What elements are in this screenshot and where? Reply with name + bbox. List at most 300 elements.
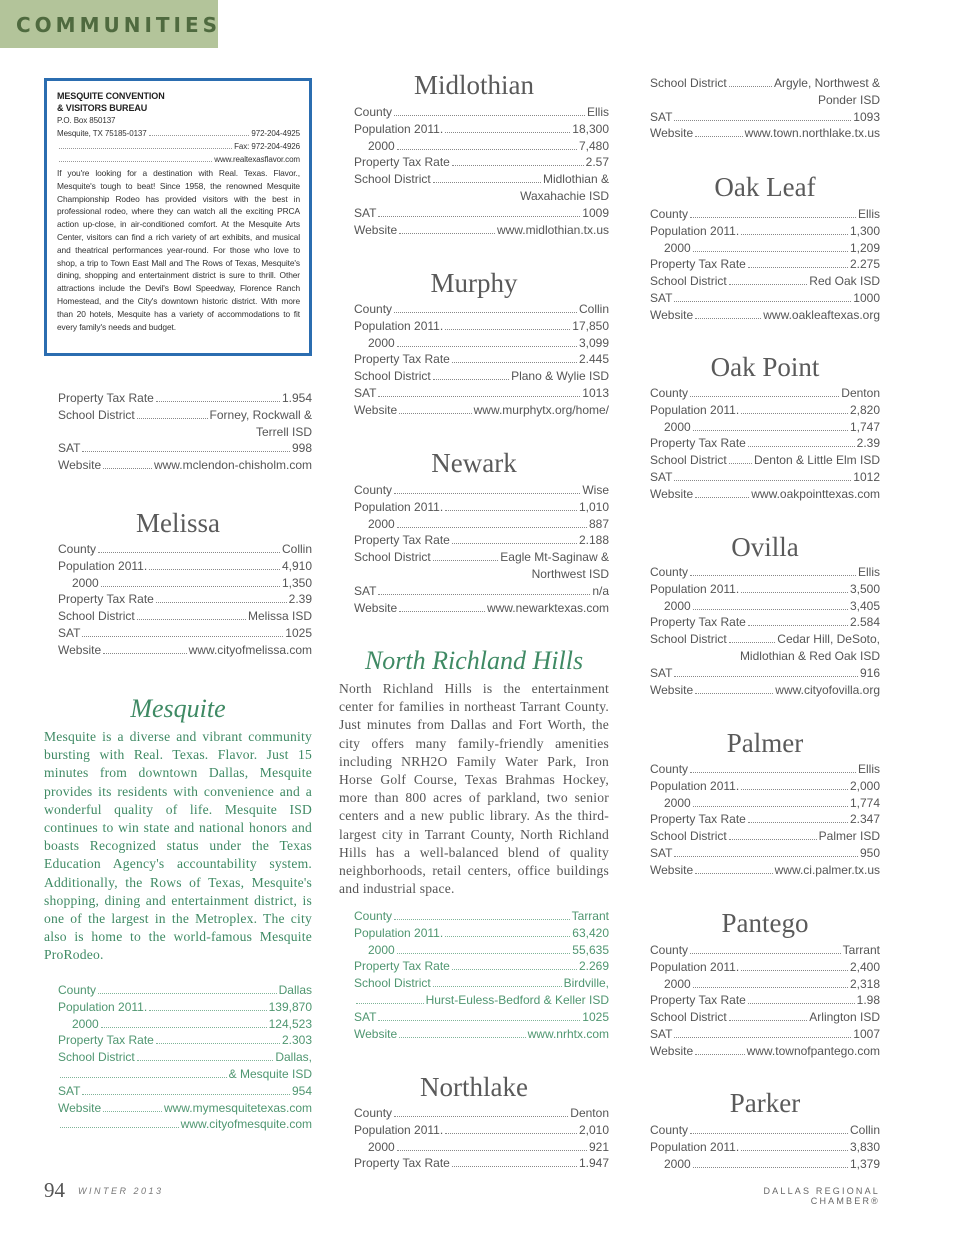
dot-leader [690, 575, 856, 576]
dot-leader [695, 873, 772, 874]
stat-value: 916 [859, 665, 880, 680]
stat-row [354, 1009, 609, 1026]
stat-value: Dallas [278, 983, 312, 997]
stat-row [58, 407, 312, 424]
stat-label: Population 2011. [354, 121, 444, 136]
stat-value: Tarrant [842, 943, 880, 957]
city-title-north-richland-hills: North Richland Hills [364, 646, 584, 675]
stat-label: Property Tax Rate [650, 993, 746, 1008]
stat-value: 2,820 [849, 402, 880, 417]
stat-value: www.oakleaftexas.org [763, 307, 880, 322]
section-tab: COMMUNITIES [0, 0, 218, 48]
dot-leader [378, 216, 580, 217]
dot-leader [60, 1127, 179, 1128]
stat-value: 2.347 [849, 812, 880, 827]
stat-label: SAT [650, 665, 673, 680]
dot-leader [695, 318, 761, 319]
bureau-fax: Fax: 972-204-4926 [234, 142, 300, 151]
stat-label: County [354, 302, 393, 316]
stat-row [354, 188, 609, 205]
dot-leader [729, 839, 817, 840]
mesquite-website-1[interactable]: www.mymesquitetexas.com [163, 1100, 312, 1115]
stat-row [650, 206, 880, 223]
dot-leader [394, 493, 580, 494]
stat-row [650, 648, 880, 665]
stat-value: 3,099 [578, 335, 609, 350]
stat-value: 2.584 [849, 615, 880, 630]
stat-value: Birdville, [563, 976, 609, 991]
dot-leader [741, 413, 848, 414]
dot-leader [674, 856, 858, 857]
stat-value: 1,747 [849, 419, 880, 434]
stat-row [354, 318, 609, 335]
stat-value: 1.947 [578, 1156, 609, 1171]
mesquite-stats [58, 982, 312, 1133]
stat-value: Arlington ISD [809, 1010, 880, 1025]
stat-value: 4,910 [281, 558, 312, 573]
dot-leader [59, 140, 232, 149]
bureau-web-line [57, 153, 300, 166]
stat-label: 2000 [72, 1016, 99, 1031]
stat-label: 2000 [664, 598, 691, 613]
stat-label: Population 2011. [650, 402, 740, 417]
stat-label: SAT [650, 290, 673, 305]
stat-row [354, 154, 609, 171]
stat-label: Property Tax Rate [650, 812, 746, 827]
murphy-stats [354, 301, 609, 419]
stat-label: Population 2011. [650, 581, 740, 596]
stat-row [354, 402, 609, 419]
stat-row [58, 457, 312, 474]
stat-row [354, 1139, 609, 1156]
stat-value: 2.275 [849, 257, 880, 272]
dot-leader [741, 970, 848, 971]
dot-leader [137, 1060, 274, 1061]
stat-value: 950 [859, 845, 880, 860]
stat-row [354, 566, 609, 583]
dot-leader [397, 346, 577, 347]
bureau-text [115, 114, 300, 127]
stat-label: 2000 [664, 240, 691, 255]
stat-label: Property Tax Rate [354, 155, 450, 170]
stat-row [58, 1049, 312, 1066]
bureau-text: P.O. Box 850137 [57, 116, 116, 125]
stat-value: 2.39 [856, 436, 880, 451]
bureau-phone: 972-204-4925 [251, 129, 300, 138]
dot-leader [445, 1133, 577, 1134]
stat-row [354, 1155, 609, 1172]
dot-leader [156, 1043, 280, 1044]
stat-label: County [354, 483, 393, 497]
visitor-bureau-box [44, 78, 312, 356]
stat-label: SAT [58, 1083, 81, 1098]
stat-label: SAT [354, 385, 377, 400]
dot-leader [695, 136, 742, 137]
dot-leader [729, 642, 776, 643]
stat-label: SAT [650, 469, 673, 484]
stat-value: Ellis [857, 565, 880, 579]
stat-value: Argyle, Northwest & [773, 76, 880, 90]
city-title-northlake: Northlake [420, 1072, 528, 1102]
stat-value: 1,379 [849, 1156, 880, 1171]
stat-row [58, 541, 312, 558]
city-title-mesquite: Mesquite [130, 694, 226, 723]
stat-label: Website [354, 222, 398, 237]
stat-value: 1025 [285, 625, 312, 640]
stat-label: 2000 [368, 138, 395, 153]
stat-row [354, 549, 609, 566]
stat-label: Website [354, 1026, 398, 1041]
stat-row [58, 642, 312, 659]
stat-value: Midlothian & [542, 172, 609, 187]
stat-value: Terrell ISD [255, 424, 312, 439]
stat-label: Population 2011. [58, 999, 148, 1014]
stat-row [354, 925, 609, 942]
stat-row [58, 424, 312, 441]
stat-label: County [650, 762, 689, 776]
dot-leader [399, 233, 495, 234]
dot-leader [394, 312, 577, 313]
stat-value: n/a [592, 583, 609, 598]
stat-value: Ellis [857, 762, 880, 776]
stat-row [650, 1139, 880, 1156]
dot-leader [394, 1116, 568, 1117]
city-title-newark: Newark [431, 448, 517, 478]
stat-row [354, 532, 609, 549]
stat-label: Population 2011. [650, 959, 740, 974]
bureau-description: If you're looking for a destination with Real. Texas. Flavor., Mesquite's tough to beat! Since 1958, the renowned Mesquite Championship Rodeo has provided visitors with the best in professional rodeo, where they can watch all the exciting PRCA action up-close, in air-conditioned comfort. At the Mesquite Arts Center, visitors can find a rich variety of art exhibits, and musical and theatrical performances year-round. For those who love to shop, a trip to Town East Mall and The Rows of Texas, Mesquite's dining, shopping and entertainment district is sure to thrill. Other attractions include the Devil's Bowl Speedway, Florence Ranch Homestead, and the City's downtown historic district. With more than 20 hotels, Mesquite has a variety of accommodations to fit every family's needs and budget. [57, 168, 300, 332]
dot-leader [674, 676, 858, 677]
dot-leader [101, 586, 280, 587]
stat-row [354, 992, 609, 1009]
midlothian-stats [354, 104, 609, 238]
stat-row [354, 583, 609, 600]
stat-row [58, 1016, 312, 1033]
stat-value: 2.39 [288, 592, 312, 607]
stat-row [354, 600, 609, 617]
bureau-name-line1: MESQUITE CONVENTION [57, 91, 165, 101]
stat-label: SAT [354, 205, 377, 220]
stat-row [354, 351, 609, 368]
stat-row [650, 256, 880, 273]
dot-leader [137, 418, 208, 419]
dot-leader [741, 789, 848, 790]
stat-row [650, 1156, 880, 1173]
stat-value: 1013 [582, 385, 609, 400]
dot-leader [693, 251, 848, 252]
city-title-parker: Parker [729, 1088, 801, 1118]
stat-label: Property Tax Rate [58, 1033, 154, 1048]
stat-label: Website [354, 402, 398, 417]
stat-label: Website [58, 642, 102, 657]
dot-leader [82, 1094, 290, 1095]
mesquite-website-2[interactable]: www.cityofmesquite.com [180, 1117, 312, 1132]
stat-row [354, 1122, 609, 1139]
stat-row [650, 811, 880, 828]
stat-label: 2000 [368, 1139, 395, 1154]
stat-row [650, 598, 880, 615]
stat-value: Cedar Hill, DeSoto, [777, 632, 880, 647]
dot-leader [103, 1111, 162, 1112]
dot-leader [693, 987, 848, 988]
stat-row [650, 959, 880, 976]
stat-label: 2000 [664, 1156, 691, 1171]
dot-leader [82, 451, 290, 452]
stat-row [58, 1083, 312, 1100]
dot-leader [445, 510, 577, 511]
stat-value: Forney, Rockwall & [209, 407, 312, 422]
dot-leader [149, 569, 280, 570]
dot-leader [741, 234, 848, 235]
stat-value: 1000 [853, 290, 880, 305]
dot-leader [399, 413, 471, 414]
stat-value: Hurst-Euless-Bedford & Keller ISD [425, 992, 609, 1007]
stat-label: SAT [58, 625, 81, 640]
stat-row [58, 558, 312, 575]
city-title-melissa: Melissa [136, 508, 220, 538]
dot-leader [378, 1020, 580, 1021]
stat-row [354, 942, 609, 959]
dot-leader [399, 1037, 526, 1038]
stat-value: Ellis [857, 207, 880, 221]
stat-row [650, 1122, 880, 1139]
dot-leader [729, 463, 752, 464]
stat-value: 1,300 [849, 223, 880, 238]
dot-leader [674, 1037, 851, 1038]
dot-leader [748, 1003, 855, 1004]
stat-label: County [650, 207, 689, 221]
stat-row [58, 608, 312, 625]
stat-label: Website [58, 1100, 102, 1115]
city-title-pantego: Pantego [721, 908, 809, 938]
stat-row [354, 516, 609, 533]
bureau-name-line2: & VISITORS BUREAU [57, 103, 148, 113]
stat-value: www.mclendon-chisholm.com [153, 458, 312, 473]
stat-value: 63,420 [572, 925, 609, 940]
dot-leader [397, 1150, 587, 1151]
stat-label: School District [354, 172, 431, 187]
dot-leader [695, 693, 773, 694]
stat-label: School District [650, 632, 727, 647]
stat-row [354, 301, 609, 318]
stat-value: www.murphytx.org/home/ [473, 402, 609, 417]
dot-leader [690, 953, 841, 954]
stat-label: Website [650, 486, 694, 501]
dot-leader [690, 396, 839, 397]
stat-value: 1,774 [849, 795, 880, 810]
nrh-stats [354, 908, 609, 1042]
stat-row [650, 795, 880, 812]
stat-label: 2000 [664, 795, 691, 810]
stat-row [58, 999, 312, 1016]
stat-label: Population 2011. [354, 925, 444, 940]
dot-leader [103, 653, 187, 654]
dot-leader [729, 86, 772, 87]
stat-label: Website [650, 682, 694, 697]
stat-value: 3,830 [849, 1139, 880, 1154]
stat-label: School District [58, 1050, 135, 1065]
dot-leader [397, 149, 577, 150]
stat-row [650, 92, 880, 109]
stat-label: SAT [650, 1026, 673, 1041]
stat-row [354, 104, 609, 121]
stat-label: School District [650, 274, 727, 289]
stat-value: 1,209 [849, 240, 880, 255]
dot-leader [98, 993, 277, 994]
stat-label: SAT [354, 583, 377, 598]
stat-value: 1,350 [281, 575, 312, 590]
stat-row [354, 205, 609, 222]
stat-label: Property Tax Rate [58, 391, 154, 405]
stat-value: 3,405 [849, 598, 880, 613]
stat-label: County [650, 386, 689, 400]
stat-label: Website [650, 307, 694, 322]
stat-row [650, 125, 880, 142]
stat-value: Plano & Wylie ISD [511, 369, 609, 384]
dot-leader [695, 1054, 744, 1055]
issue-label: WINTER 2013 [78, 1186, 164, 1196]
stat-value: www.cityofovilla.org [775, 682, 880, 697]
stat-label: School District [354, 550, 431, 565]
stat-label: Property Tax Rate [58, 592, 154, 607]
stat-label: Population 2011. [650, 223, 740, 238]
stat-row [650, 942, 880, 959]
bureau-fax-line [57, 140, 300, 153]
stat-row [650, 307, 880, 324]
stat-value: 1093 [853, 109, 880, 124]
stat-row [650, 290, 880, 307]
mesquite-description: Mesquite is a diverse and vibrant community bursting with Real. Texas. Flavor. Just 15 minutes from downtown Dallas, Mesquite provides its residents with convenience and a wonderful quality of life. Mesquite ISD continues to win state and national honors and boasts Recognized status under the Texas Education Agency's accountability system. Additionally, the Rows of Texas, Mesquite's shopping, dining and entertainment district, is one of the largest in the Metroplex. The city also is home to the world-famous Mesquite ProRodeo. [44, 729, 312, 963]
dot-leader [445, 132, 570, 133]
stat-row [650, 1026, 880, 1043]
nrh-website[interactable]: www.nrhtx.com [527, 1026, 609, 1041]
bureau-address1 [57, 114, 300, 127]
stat-row [58, 1100, 312, 1117]
stat-row [354, 335, 609, 352]
stat-label: County [650, 943, 689, 957]
publisher-label: DALLAS REGIONAL CHAMBER® [763, 1186, 880, 1206]
stat-value: 921 [588, 1139, 609, 1154]
stat-value: www.midlothian.tx.us [496, 222, 609, 237]
dot-leader [156, 602, 287, 603]
stat-row [58, 625, 312, 642]
stat-row [650, 486, 880, 503]
stat-value: Collin [281, 542, 312, 556]
dot-leader [695, 497, 749, 498]
stat-row [58, 390, 312, 407]
city-title-oak-leaf: Oak Leaf [714, 172, 816, 202]
stat-value: Tarrant [571, 909, 609, 923]
stat-value: www.newarktexas.com [486, 600, 609, 615]
dot-leader [729, 1020, 808, 1021]
stat-value: 3,500 [849, 581, 880, 596]
stat-row [650, 778, 880, 795]
stat-label: 2000 [368, 942, 395, 957]
stat-value: Waxahachie ISD [520, 188, 609, 203]
stat-value: 2.303 [281, 1033, 312, 1048]
dot-leader [729, 284, 808, 285]
stat-value: Denton & Little Elm ISD [753, 453, 880, 468]
stat-value: Denton [570, 1106, 609, 1120]
stat-value: www.townofpantego.com [746, 1043, 880, 1058]
stat-row [58, 575, 312, 592]
bureau-phone-line [57, 127, 300, 140]
stat-row [650, 665, 880, 682]
stat-value: Collin [849, 1123, 880, 1137]
stat-row [58, 982, 312, 999]
stat-row [650, 1043, 880, 1060]
stat-label: County [58, 983, 97, 997]
dot-leader [59, 153, 212, 162]
dot-leader [693, 806, 848, 807]
stat-row [650, 109, 880, 126]
stat-label: County [650, 1123, 689, 1137]
stat-label: School District [58, 407, 135, 422]
mclendon-stats [58, 390, 312, 474]
stat-label: 2000 [368, 516, 395, 531]
stat-value: Red Oak ISD [809, 274, 880, 289]
dot-leader [397, 527, 587, 528]
stat-value: www.cityofmelissa.com [188, 642, 312, 657]
city-title-oak-point: Oak Point [710, 352, 820, 382]
dot-leader [445, 936, 570, 937]
stat-label: Website [354, 600, 398, 615]
ovilla-stats [650, 564, 880, 698]
northlake-stats-b [650, 75, 880, 142]
stat-label: Website [58, 458, 102, 473]
stat-label: School District [650, 829, 727, 844]
stat-row [650, 761, 880, 778]
stat-label: County [58, 542, 97, 556]
dot-leader [748, 267, 848, 268]
stat-row [354, 1105, 609, 1122]
stat-row [354, 958, 609, 975]
melissa-stats [58, 541, 312, 659]
stat-row [354, 975, 609, 992]
stat-row [354, 222, 609, 239]
dot-leader [452, 1166, 577, 1167]
dot-leader [156, 401, 280, 402]
stat-label: School District [354, 976, 431, 991]
stat-row [58, 1032, 312, 1049]
stat-value: 1.98 [856, 993, 880, 1008]
dot-leader [397, 953, 571, 954]
stat-row [650, 682, 880, 699]
dot-leader [433, 560, 499, 561]
stat-value: Northwest ISD [531, 566, 609, 581]
stat-row [650, 992, 880, 1009]
dot-leader [82, 636, 283, 637]
dot-leader [98, 552, 280, 553]
stat-label: 2000 [368, 335, 395, 350]
dot-leader [693, 430, 848, 431]
dot-leader [690, 1133, 848, 1134]
stat-label: Website [650, 126, 694, 141]
dot-leader [433, 182, 541, 183]
dot-leader [399, 611, 485, 612]
stat-label: School District [650, 76, 727, 90]
city-title-murphy: Murphy [430, 268, 518, 298]
stat-row [354, 482, 609, 499]
stat-value: Ponder ISD [817, 92, 880, 107]
stat-row [650, 1009, 880, 1026]
dot-leader [445, 329, 570, 330]
stat-value: Eagle Mt-Saginaw & [500, 550, 609, 565]
stat-label: SAT [650, 109, 673, 124]
stat-label: Website [650, 1043, 694, 1058]
oakleaf-stats [650, 206, 880, 324]
palmer-stats [650, 761, 880, 879]
